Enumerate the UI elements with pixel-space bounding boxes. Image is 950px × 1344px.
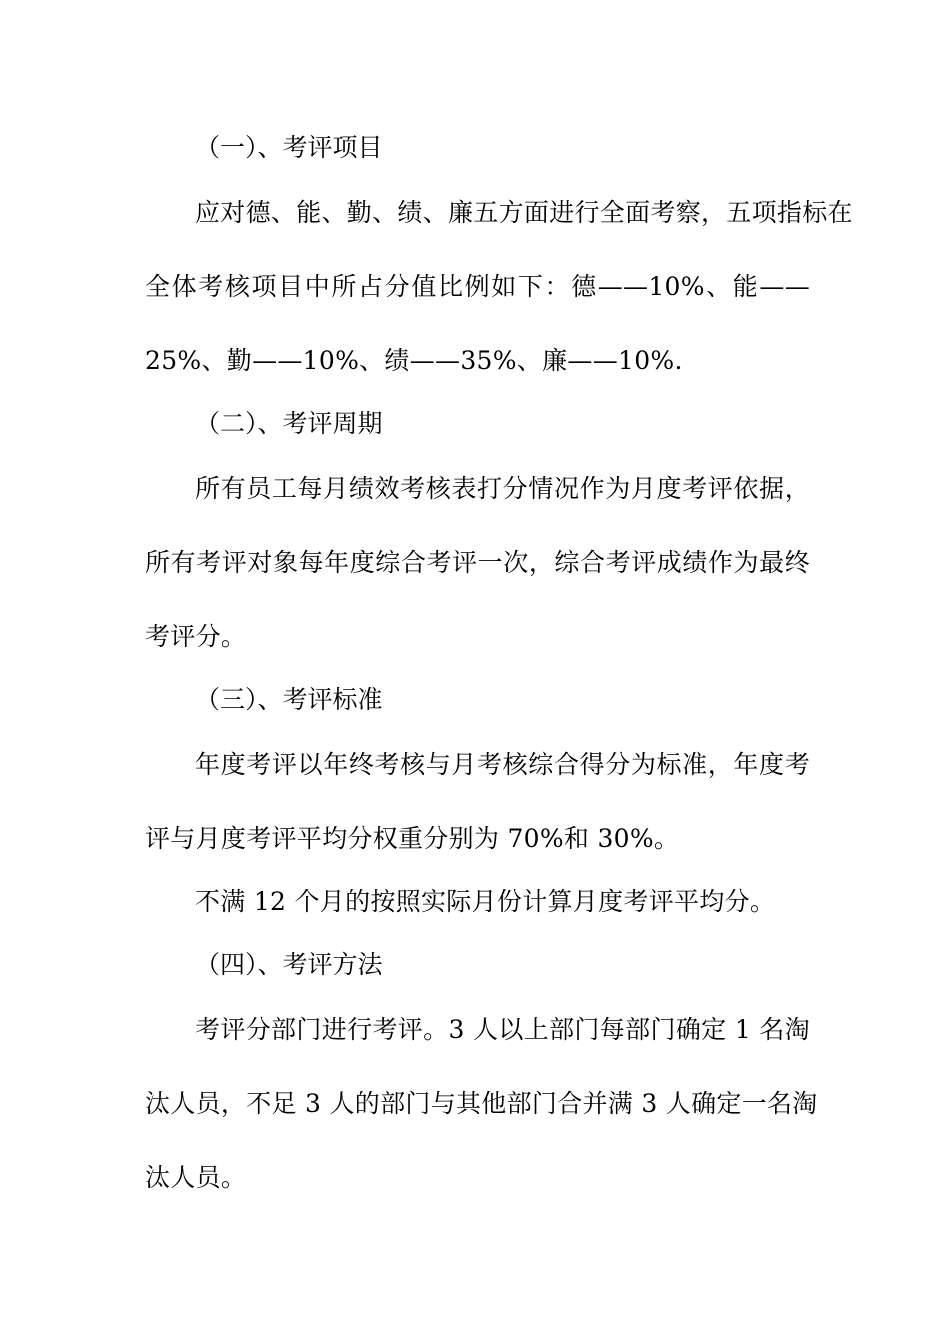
paragraph-line: 评与月度考评平均分权重分别为 70%和 30%。 <box>145 824 680 853</box>
paragraph-line: 考评分部门进行考评。3 人以上部门每部门确定 1 名淘 <box>195 1015 810 1044</box>
paragraph-line: 所有考评对象每年度综合考评一次，综合考评成绩作为最终 <box>145 548 810 577</box>
paragraph-line: 全体考核项目中所占分值比例如下：德——10%、能—— <box>145 272 810 301</box>
paragraph-line: 25%、勤——10%、绩——35%、廉——10%. <box>145 346 683 375</box>
paragraph-line: 应对德、能、勤、绩、廉五方面进行全面考察，五项指标在 <box>195 198 853 227</box>
section-heading-4: （四）、考评方法 <box>195 950 383 979</box>
paragraph-line: 不满 12 个月的按照实际月份计算月度考评平均分。 <box>195 887 776 916</box>
paragraph-line: 年度考评以年终考核与月考核综合得分为标准，年度考 <box>195 750 810 779</box>
section-heading-3: （三）、考评标准 <box>195 685 383 714</box>
paragraph-line: 考评分。 <box>145 622 247 651</box>
paragraph-line: 汰人员。 <box>145 1163 247 1192</box>
section-heading-1: （一）、考评项目 <box>195 133 383 162</box>
paragraph-line: 汰人员，不足 3 人的部门与其他部门合并满 3 人确定一名淘 <box>145 1089 818 1118</box>
section-heading-2: （二）、考评周期 <box>195 409 383 438</box>
paragraph-line: 所有员工每月绩效考核表打分情况作为月度考评依据， <box>195 474 810 503</box>
